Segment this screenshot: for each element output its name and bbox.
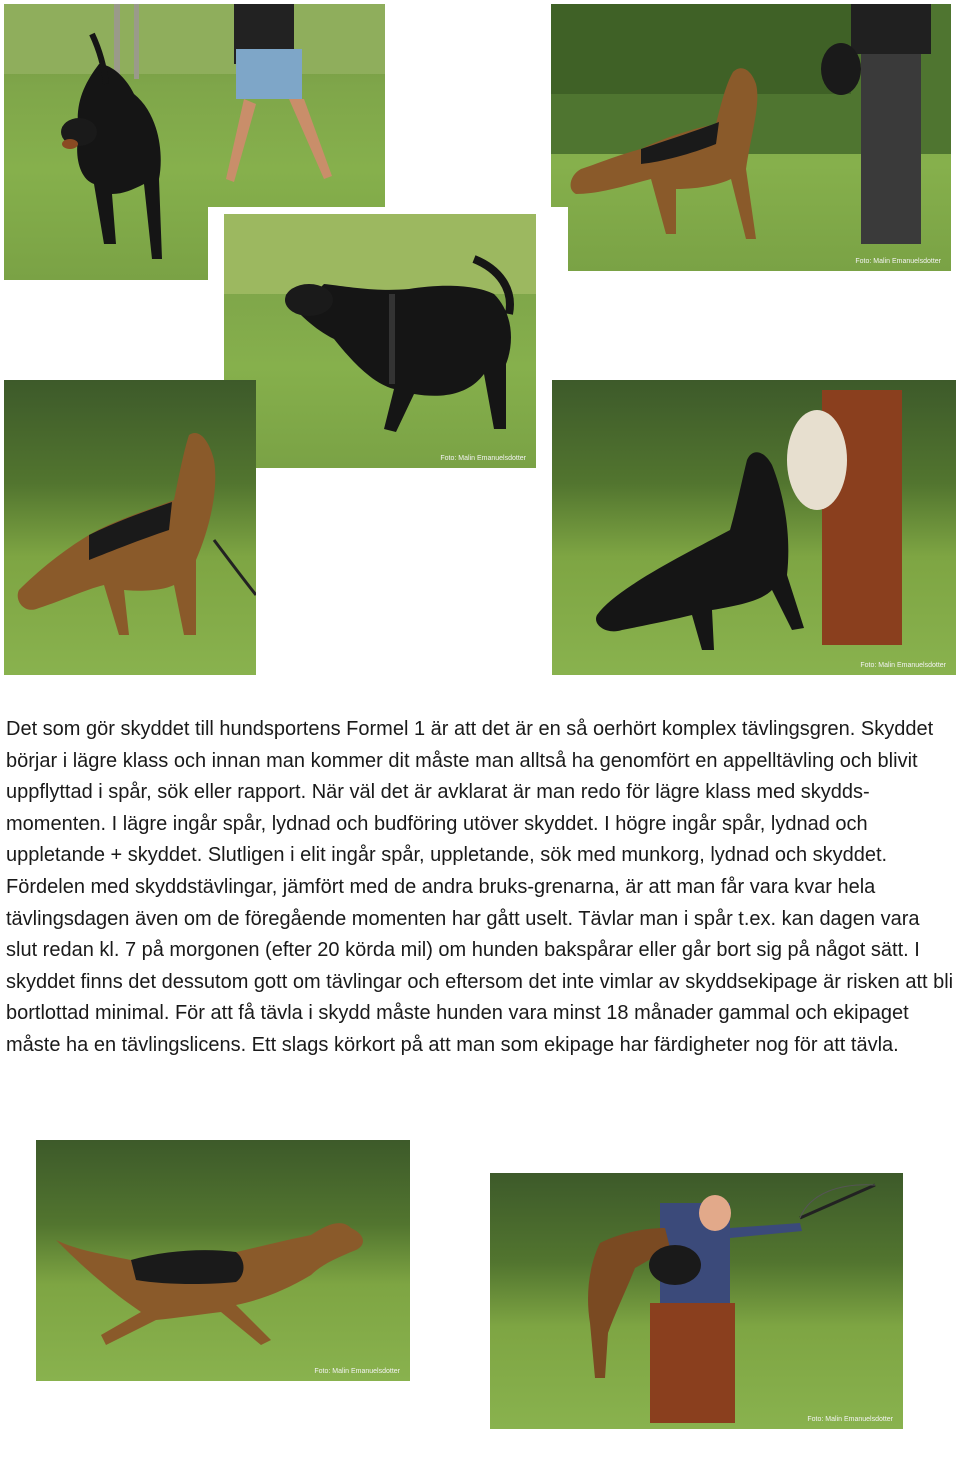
photo-helper-with-stick (490, 1173, 903, 1429)
article-body-text: Det som gör skyddet till hundsportens Formel 1 är att det är en så oerhört komplex tävlingsgren. Skyddet börjar i lägre klass och innan man kommer dit måste man alltså ha genomfört en appelltävling och blivit uppflyttad i spår, sök eller rapport. När väl det är avklarat är man redo för lägre klass med skydds-momenten. I lägre ingår spår, lydnad och budföring utöver skyddet. I högre ingår spår, lydnad och uppletande + skyddet. Slutligen i elit ingår spår, uppletande, sök med munkorg, lydnad och skyddet. Fördelen med skyddstävlingar, jämfört med de andra bruks-grenarna, är att man får vara kvar hela tävlingsdagen även om de föregående momenten har gått uselt. Tävlar man i spår t.ex. kan dagen vara slut redan kl. 7 på morgonen (efter 20 körda mil) om hunden bakspårar eller går bort sig på något sätt. I skyddet finns det dessutom gott om tävlingar och eftersom det inte vimlar av skyddsekipage är risken att bli bortlottad minimal. För att få tävla i skydd måste hunden vara minst 18 månader gammal och ekipaget måste ha en tävlingslicens. Ett slags körkort på att man som ekipage har färdigheter nog för att tävla. (6, 718, 954, 1056)
photo-shepherd-with-handler-image (551, 4, 951, 271)
photo-credit: Foto: Malin Emanuelsdotter (855, 258, 941, 265)
photo-credit: Foto: Malin Emanuelsdotter (860, 662, 946, 669)
photo-dobermann-bite-sleeve-image (552, 380, 956, 675)
photo-shepherd-barking-image (4, 380, 256, 675)
photo-credit: Foto: Malin Emanuelsdotter (440, 455, 526, 462)
photo-shepherd-barking (4, 380, 256, 675)
photo-dobermann-bite-sleeve (552, 380, 956, 675)
photo-shepherd-with-handler (551, 4, 951, 271)
photo-dobermann-barking (224, 214, 536, 468)
photo-dobermann-barking-image (224, 214, 536, 468)
photo-credit: Foto: Malin Emanuelsdotter (807, 1416, 893, 1423)
photo-helper-with-stick-image (490, 1173, 903, 1429)
photo-shepherd-running (36, 1140, 410, 1381)
photo-credit: Foto: Malin Emanuelsdotter (314, 1368, 400, 1375)
photo-shepherd-running-image (36, 1140, 410, 1381)
